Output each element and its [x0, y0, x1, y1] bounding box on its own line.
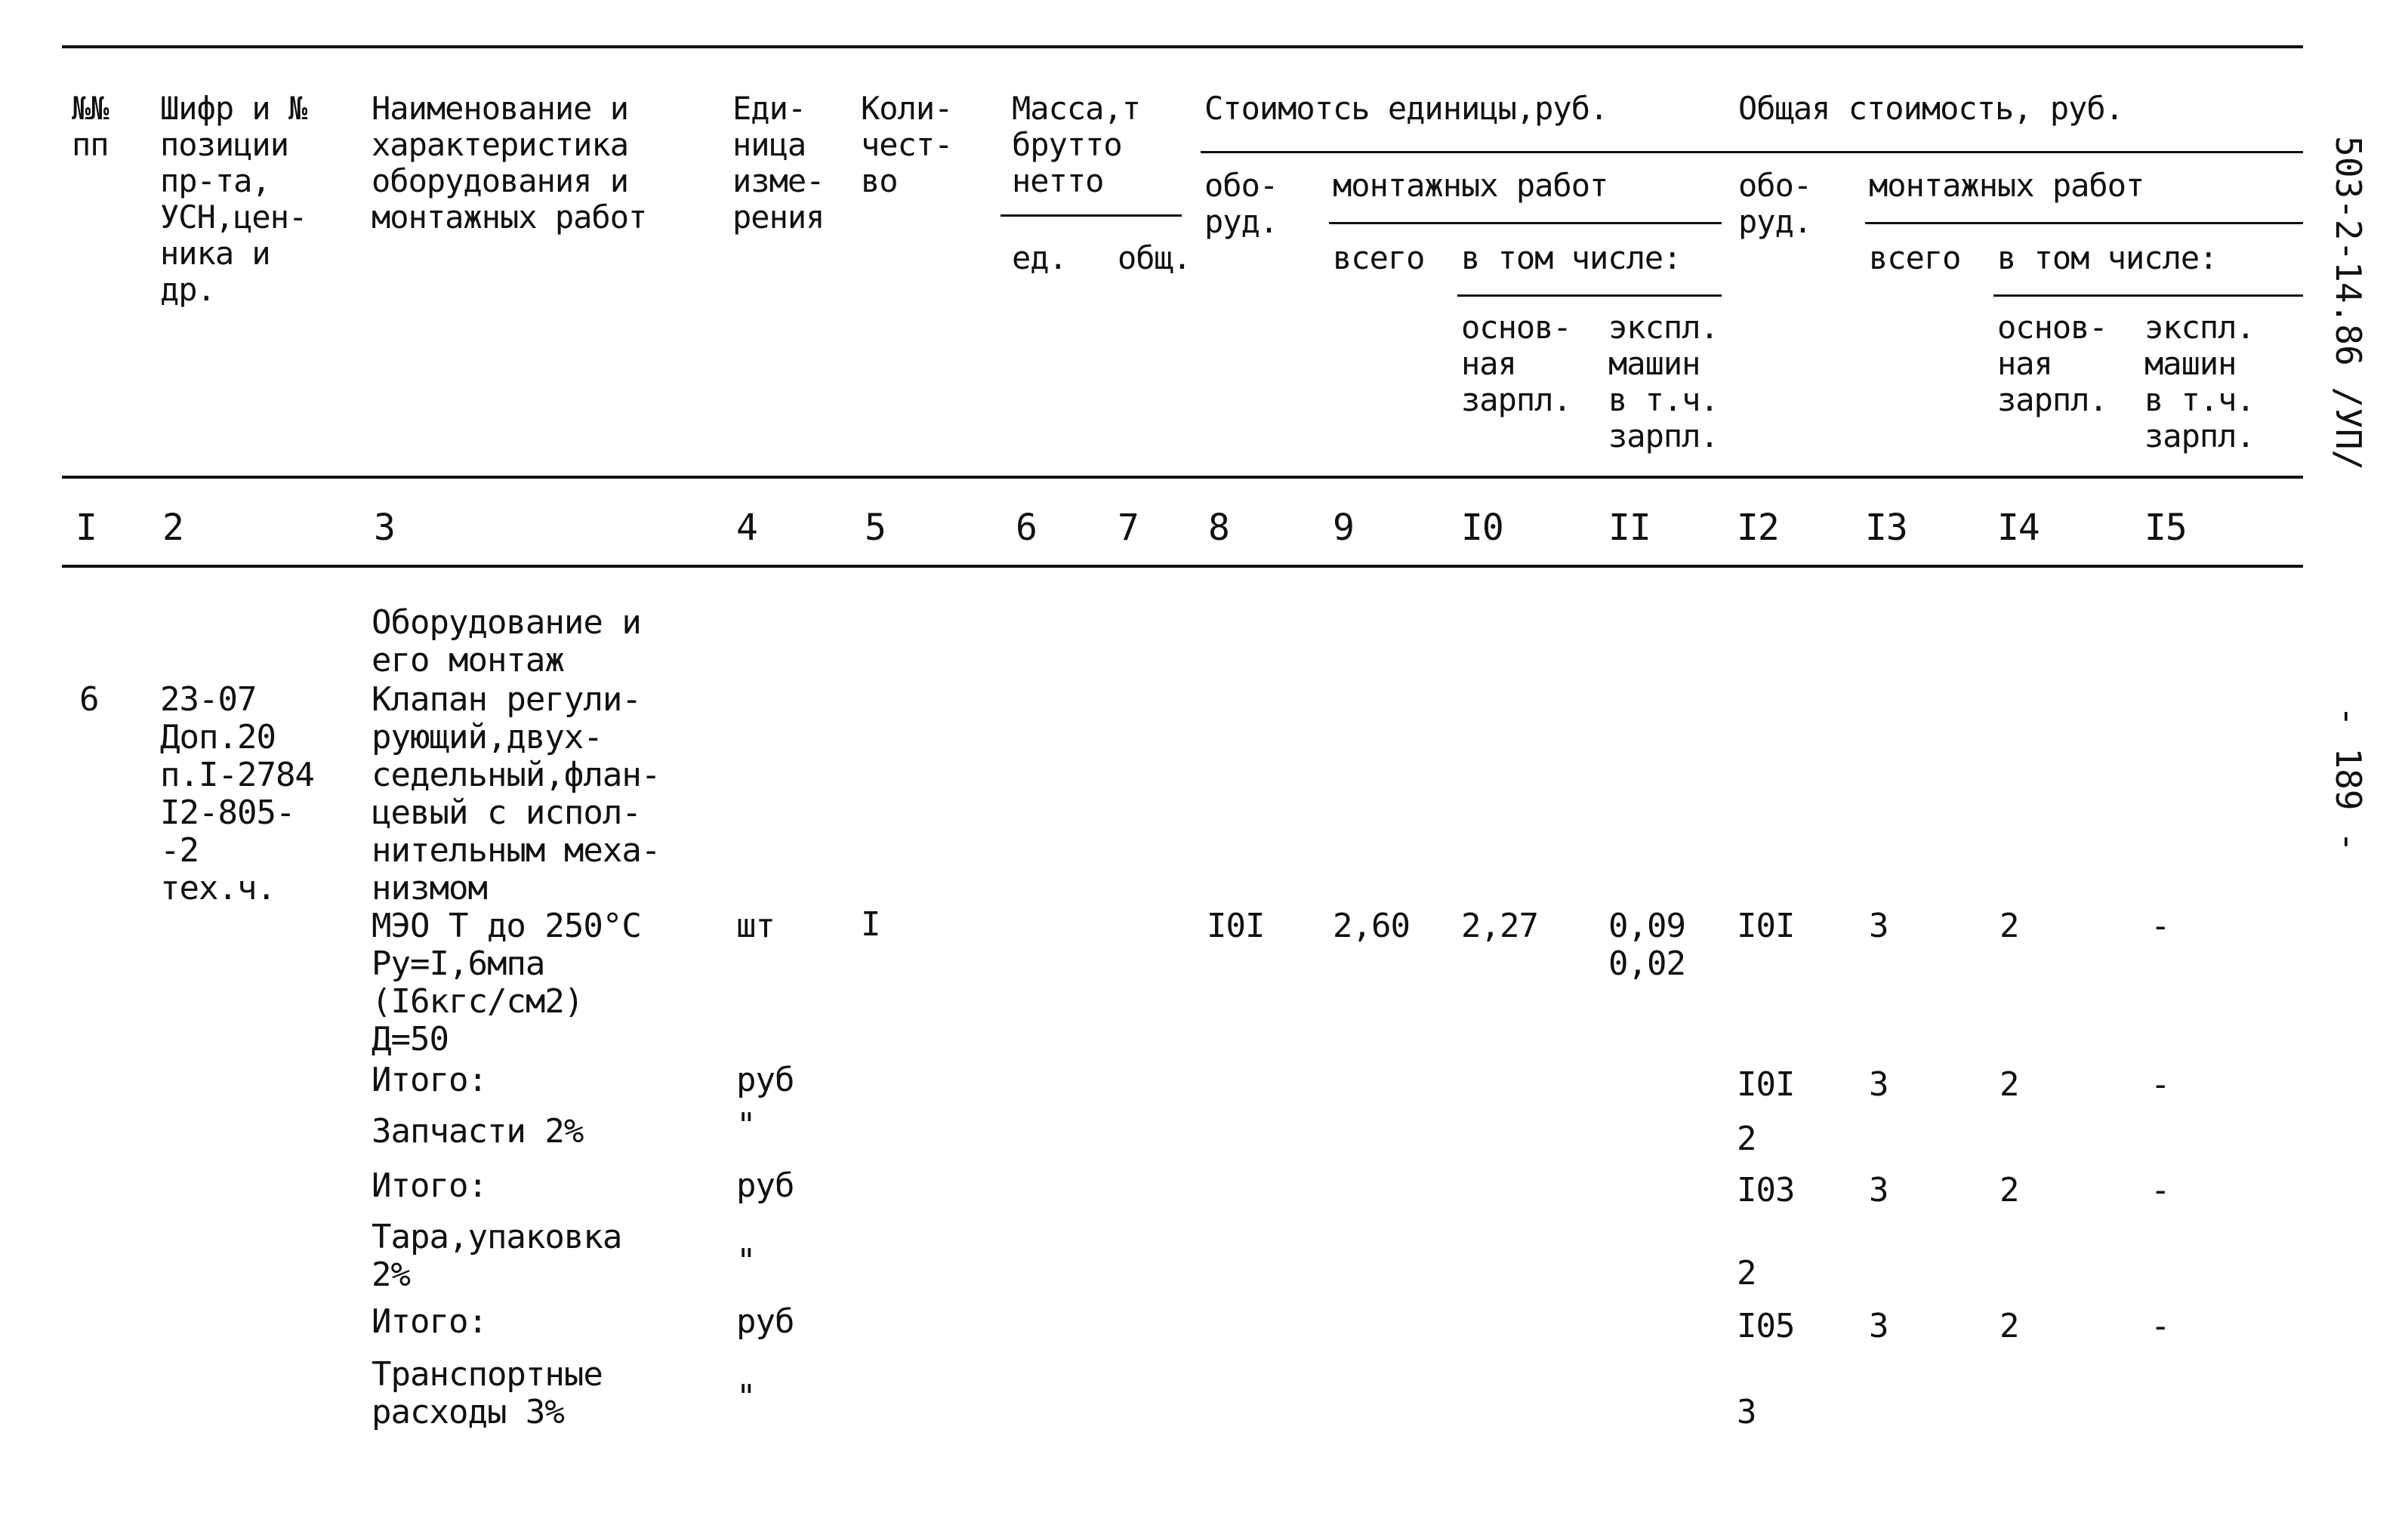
header-name: Наименование и характеристика оборудования и монтажных работ: [372, 90, 647, 236]
summary-machines: -: [2151, 1307, 2170, 1345]
item-number: 6: [79, 680, 99, 719]
column-number-12: I2: [1737, 507, 1779, 549]
header-total-machines: экспл. машин в т.ч. зарпл.: [2144, 309, 2255, 454]
item-total-equipment: I0I: [1737, 907, 1795, 945]
header-unit-equipment: обо- руд.: [1204, 167, 1278, 240]
header-total-install-total: всего: [1869, 239, 1961, 276]
item-name: Клапан регули- рующий,двух- седельный,флан- цевый с испол- нительным меха- низмом МЭО Т до 250°С Ру=I,6мпа (I6кгс/см2) Д=50: [372, 680, 661, 1058]
header-row-number: №№ пп: [72, 90, 109, 163]
header-total-equipment: обо- руд.: [1738, 167, 1812, 240]
item-total-base-wage: 2: [1999, 907, 2019, 945]
item-unit: шт: [736, 907, 775, 945]
column-number-14: I4: [1997, 507, 2040, 549]
header-unit-base-wage: основ- ная зарпл.: [1461, 309, 1571, 418]
header-unit-cost: Стоимотсь единицы,руб.: [1204, 90, 1608, 127]
summary-label: Итого:: [372, 1166, 487, 1205]
header-unit-installation: монтажных работ: [1333, 167, 1608, 204]
header-bottom-rule: [62, 476, 2303, 479]
summary-install-total: 3: [1869, 1171, 1888, 1209]
summary-unit: руб: [736, 1302, 794, 1341]
item-unit-base-wage: 2,27: [1461, 907, 1538, 945]
summary-label: Итого:: [372, 1302, 487, 1341]
item-unit-machines: 0,09 0,02: [1608, 907, 1685, 983]
rule-under-total-install: [1865, 222, 2303, 224]
header-total-installation: монтажных работ: [1869, 167, 2144, 204]
header-total-including: в том числе:: [1997, 239, 2218, 276]
header-mass-unit: ед.: [1012, 239, 1067, 276]
summary-unit: руб: [736, 1166, 794, 1205]
rule-under-unit-incl: [1457, 294, 1722, 297]
header-mass-total: общ.: [1118, 239, 1192, 276]
summary-machines: -: [2151, 1065, 2170, 1104]
column-number-1: I: [76, 507, 97, 549]
header-unit-machines: экспл. машин в т.ч. зарпл.: [1608, 309, 1719, 454]
column-number-9: 9: [1333, 507, 1354, 549]
summary-label: Запчасти 2%: [372, 1112, 584, 1151]
column-number-6: 6: [1016, 507, 1037, 549]
summary-equipment: I03: [1737, 1171, 1795, 1209]
rule-under-unit-install: [1329, 222, 1722, 224]
column-number-10: I0: [1461, 507, 1503, 549]
item-quantity: I: [861, 905, 880, 944]
top-rule: [62, 45, 2303, 48]
summary-base-wage: 2: [1999, 1307, 2019, 1345]
summary-base-wage: 2: [1999, 1065, 2019, 1104]
item-unit-install-total: 2,60: [1333, 907, 1410, 945]
column-number-11: II: [1608, 507, 1651, 549]
numbers-bottom-rule: [62, 565, 2303, 568]
summary-install-total: 3: [1869, 1065, 1888, 1104]
section-title: Оборудование и его монтаж: [372, 603, 641, 679]
column-number-8: 8: [1208, 507, 1229, 549]
rule-under-mass: [1001, 214, 1182, 217]
summary-label: Тара,упаковка 2%: [372, 1218, 622, 1294]
header-unit: Еди- ница изме- рения: [732, 90, 825, 236]
header-mass: Масса,т брутто нетто: [1012, 90, 1141, 199]
summary-label: Транспортные расходы 3%: [372, 1355, 603, 1431]
summary-unit: ": [736, 1106, 756, 1145]
document-code: 503-2-14.86 /УП/: [2328, 136, 2369, 471]
summary-unit: руб: [736, 1061, 794, 1099]
page-number: - 189 -: [2328, 706, 2369, 852]
summary-label: Итого:: [372, 1061, 487, 1099]
rule-under-total-incl: [1993, 294, 2303, 297]
header-unit-including: в том числе:: [1461, 239, 1682, 276]
summary-equipment: I05: [1737, 1307, 1795, 1345]
item-code: 23-07 Доп.20 п.I-2784 I2-805- -2 тех.ч.: [160, 680, 314, 907]
header-quantity: Коли- чест- во: [861, 90, 953, 199]
column-number-5: 5: [865, 507, 886, 549]
column-number-13: I3: [1865, 507, 1907, 549]
column-number-3: 3: [374, 507, 395, 549]
summary-equipment: I0I: [1737, 1065, 1795, 1104]
item-total-machines: -: [2151, 907, 2170, 945]
header-total-base-wage: основ- ная зарпл.: [1997, 309, 2107, 418]
summary-machines: -: [2151, 1171, 2170, 1209]
summary-equipment: 2: [1737, 1120, 1756, 1158]
column-number-7: 7: [1118, 507, 1139, 549]
summary-equipment: 3: [1737, 1393, 1756, 1431]
column-number-15: I5: [2144, 507, 2187, 549]
rule-under-unit-cost: [1201, 151, 2303, 153]
header-total-cost: Общая стоимость, руб.: [1738, 90, 2124, 127]
column-number-4: 4: [736, 507, 757, 549]
header-code: Шифр и № позиции пр-та, УСН,цен- ника и др.: [160, 90, 307, 308]
column-number-2: 2: [162, 507, 183, 549]
item-unit-equipment: I0I: [1207, 907, 1265, 945]
item-total-install: 3: [1869, 907, 1888, 945]
summary-equipment: 2: [1737, 1254, 1756, 1293]
summary-install-total: 3: [1869, 1307, 1888, 1345]
summary-unit: ": [736, 1378, 756, 1416]
summary-unit: ": [736, 1242, 756, 1280]
summary-base-wage: 2: [1999, 1171, 2019, 1209]
header-unit-install-total: всего: [1333, 239, 1425, 276]
